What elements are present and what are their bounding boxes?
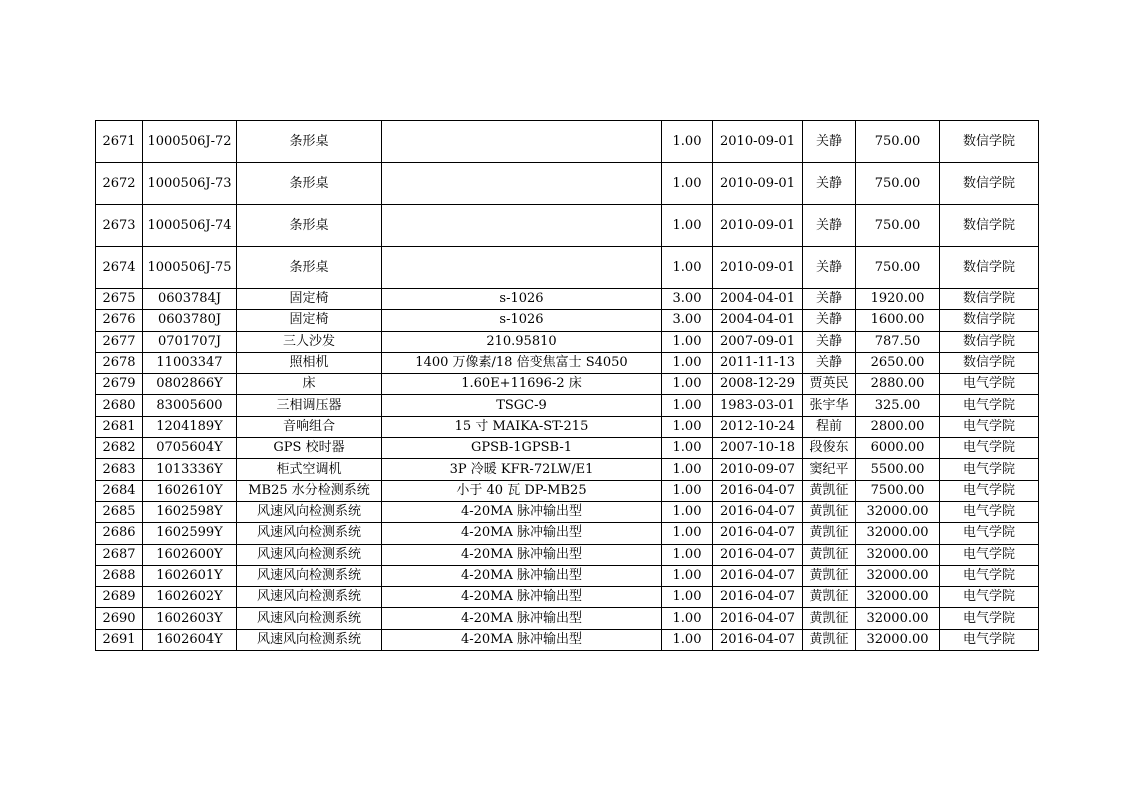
amount-cell: 750.00	[856, 121, 940, 163]
asset-code-cell: 11003347	[143, 352, 237, 373]
asset-code-cell: 1602603Y	[143, 608, 237, 629]
asset-code-cell: 1000506J-75	[143, 247, 237, 289]
amount-cell: 2880.00	[856, 374, 940, 395]
asset-name-cell: 风速风向检测系统	[237, 523, 382, 544]
asset-code-cell: 1000506J-72	[143, 121, 237, 163]
spec-model-cell: 4-20MA 脉冲输出型	[382, 523, 662, 544]
row-number-cell: 2689	[96, 587, 143, 608]
asset-name-cell: 风速风向检测系统	[237, 544, 382, 565]
quantity-cell: 1.00	[662, 247, 713, 289]
asset-code-cell: 1013336Y	[143, 459, 237, 480]
purchase-date-cell: 2016-04-07	[713, 608, 803, 629]
asset-code-cell: 1602601Y	[143, 565, 237, 586]
row-number-cell: 2691	[96, 629, 143, 650]
spec-model-cell	[382, 163, 662, 205]
amount-cell: 1920.00	[856, 289, 940, 310]
asset-name-cell: 固定椅	[237, 310, 382, 331]
custodian-cell: 关静	[803, 331, 856, 352]
row-number-cell: 2672	[96, 163, 143, 205]
asset-name-cell: 柜式空调机	[237, 459, 382, 480]
asset-table	[95, 120, 1039, 651]
custodian-cell: 贾英民	[803, 374, 856, 395]
asset-name-cell: GPS 校时器	[237, 438, 382, 459]
quantity-cell: 1.00	[662, 608, 713, 629]
asset-code-cell: 0603784J	[143, 289, 237, 310]
custodian-cell: 黄凯征	[803, 480, 856, 501]
table-row	[96, 523, 1039, 544]
amount-cell: 2650.00	[856, 352, 940, 373]
spec-model-cell	[382, 205, 662, 247]
purchase-date-cell: 2010-09-01	[713, 247, 803, 289]
amount-cell: 32000.00	[856, 608, 940, 629]
asset-name-cell: 床	[237, 374, 382, 395]
table-row	[96, 289, 1039, 310]
asset-code-cell: 1602598Y	[143, 501, 237, 522]
purchase-date-cell: 2016-04-07	[713, 480, 803, 501]
purchase-date-cell: 1983-03-01	[713, 395, 803, 416]
spec-model-cell: 1400 万像素/18 倍变焦富士 S4050	[382, 352, 662, 373]
table-row	[96, 480, 1039, 501]
purchase-date-cell: 2004-04-01	[713, 289, 803, 310]
purchase-date-cell: 2010-09-01	[713, 163, 803, 205]
row-number-cell: 2687	[96, 544, 143, 565]
table-row	[96, 459, 1039, 480]
spec-model-cell: s-1026	[382, 289, 662, 310]
asset-code-cell: 1602610Y	[143, 480, 237, 501]
spec-model-cell: s-1026	[382, 310, 662, 331]
row-number-cell: 2684	[96, 480, 143, 501]
department-cell: 电气学院	[940, 587, 1039, 608]
department-cell: 电气学院	[940, 480, 1039, 501]
table-row	[96, 352, 1039, 373]
purchase-date-cell: 2016-04-07	[713, 629, 803, 650]
amount-cell: 2800.00	[856, 416, 940, 437]
asset-name-cell: 三相调压器	[237, 395, 382, 416]
department-cell: 电气学院	[940, 544, 1039, 565]
asset-code-cell: 1204189Y	[143, 416, 237, 437]
department-cell: 数信学院	[940, 310, 1039, 331]
amount-cell: 5500.00	[856, 459, 940, 480]
purchase-date-cell: 2008-12-29	[713, 374, 803, 395]
amount-cell: 32000.00	[856, 544, 940, 565]
spec-model-cell: 4-20MA 脉冲输出型	[382, 587, 662, 608]
quantity-cell: 1.00	[662, 629, 713, 650]
amount-cell: 32000.00	[856, 629, 940, 650]
row-number-cell: 2675	[96, 289, 143, 310]
amount-cell: 787.50	[856, 331, 940, 352]
department-cell: 电气学院	[940, 523, 1039, 544]
quantity-cell: 1.00	[662, 459, 713, 480]
department-cell: 数信学院	[940, 289, 1039, 310]
table-row	[96, 587, 1039, 608]
quantity-cell: 1.00	[662, 587, 713, 608]
amount-cell: 32000.00	[856, 587, 940, 608]
department-cell: 电气学院	[940, 374, 1039, 395]
asset-code-cell: 1602604Y	[143, 629, 237, 650]
table-row	[96, 629, 1039, 650]
custodian-cell: 黄凯征	[803, 523, 856, 544]
spec-model-cell: 4-20MA 脉冲输出型	[382, 608, 662, 629]
custodian-cell: 关静	[803, 163, 856, 205]
department-cell: 电气学院	[940, 459, 1039, 480]
purchase-date-cell: 2016-04-07	[713, 523, 803, 544]
purchase-date-cell: 2016-04-07	[713, 587, 803, 608]
quantity-cell: 1.00	[662, 523, 713, 544]
asset-name-cell: 风速风向检测系统	[237, 501, 382, 522]
custodian-cell: 黄凯征	[803, 608, 856, 629]
purchase-date-cell: 2012-10-24	[713, 416, 803, 437]
quantity-cell: 1.00	[662, 501, 713, 522]
asset-code-cell: 0701707J	[143, 331, 237, 352]
spec-model-cell: 210.95810	[382, 331, 662, 352]
purchase-date-cell: 2016-04-07	[713, 544, 803, 565]
table-row	[96, 163, 1039, 205]
quantity-cell: 1.00	[662, 352, 713, 373]
table-row	[96, 121, 1039, 163]
asset-code-cell: 0603780J	[143, 310, 237, 331]
custodian-cell: 黄凯征	[803, 501, 856, 522]
table-row	[96, 544, 1039, 565]
quantity-cell: 1.00	[662, 374, 713, 395]
spec-model-cell: 小于 40 瓦 DP-MB25	[382, 480, 662, 501]
custodian-cell: 窦纪平	[803, 459, 856, 480]
quantity-cell: 1.00	[662, 331, 713, 352]
row-number-cell: 2671	[96, 121, 143, 163]
asset-name-cell: 条形桌	[237, 163, 382, 205]
department-cell: 电气学院	[940, 501, 1039, 522]
asset-name-cell: 风速风向检测系统	[237, 587, 382, 608]
quantity-cell: 1.00	[662, 565, 713, 586]
amount-cell: 750.00	[856, 205, 940, 247]
table-row	[96, 438, 1039, 459]
row-number-cell: 2686	[96, 523, 143, 544]
table-row	[96, 310, 1039, 331]
quantity-cell: 1.00	[662, 205, 713, 247]
purchase-date-cell: 2010-09-01	[713, 121, 803, 163]
purchase-date-cell: 2004-04-01	[713, 310, 803, 331]
row-number-cell: 2674	[96, 247, 143, 289]
custodian-cell: 关静	[803, 310, 856, 331]
department-cell: 数信学院	[940, 247, 1039, 289]
department-cell: 电气学院	[940, 438, 1039, 459]
asset-code-cell: 1000506J-73	[143, 163, 237, 205]
row-number-cell: 2690	[96, 608, 143, 629]
department-cell: 电气学院	[940, 565, 1039, 586]
asset-name-cell: MB25 水分检测系统	[237, 480, 382, 501]
table-row	[96, 501, 1039, 522]
asset-name-cell: 风速风向检测系统	[237, 629, 382, 650]
amount-cell: 32000.00	[856, 565, 940, 586]
asset-name-cell: 风速风向检测系统	[237, 608, 382, 629]
spec-model-cell: 1.60E+11696-2 床	[382, 374, 662, 395]
quantity-cell: 1.00	[662, 416, 713, 437]
custodian-cell: 黄凯征	[803, 587, 856, 608]
amount-cell: 750.00	[856, 247, 940, 289]
row-number-cell: 2688	[96, 565, 143, 586]
quantity-cell: 1.00	[662, 544, 713, 565]
custodian-cell: 黄凯征	[803, 544, 856, 565]
asset-name-cell: 风速风向检测系统	[237, 565, 382, 586]
row-number-cell: 2683	[96, 459, 143, 480]
table-row	[96, 331, 1039, 352]
quantity-cell: 3.00	[662, 310, 713, 331]
row-number-cell: 2677	[96, 331, 143, 352]
spec-model-cell: GPSB-1GPSB-1	[382, 438, 662, 459]
amount-cell: 32000.00	[856, 523, 940, 544]
row-number-cell: 2685	[96, 501, 143, 522]
custodian-cell: 黄凯征	[803, 629, 856, 650]
quantity-cell: 1.00	[662, 121, 713, 163]
custodian-cell: 张宇华	[803, 395, 856, 416]
amount-cell: 32000.00	[856, 501, 940, 522]
asset-name-cell: 照相机	[237, 352, 382, 373]
department-cell: 数信学院	[940, 205, 1039, 247]
table-row	[96, 395, 1039, 416]
asset-code-cell: 0802866Y	[143, 374, 237, 395]
quantity-cell: 1.00	[662, 163, 713, 205]
spec-model-cell: 3P 冷暖 KFR-72LW/E1	[382, 459, 662, 480]
spec-model-cell: 4-20MA 脉冲输出型	[382, 501, 662, 522]
row-number-cell: 2680	[96, 395, 143, 416]
row-number-cell: 2682	[96, 438, 143, 459]
spec-model-cell: 4-20MA 脉冲输出型	[382, 629, 662, 650]
custodian-cell: 程前	[803, 416, 856, 437]
table-row	[96, 205, 1039, 247]
spec-model-cell: 4-20MA 脉冲输出型	[382, 565, 662, 586]
row-number-cell: 2673	[96, 205, 143, 247]
department-cell: 电气学院	[940, 608, 1039, 629]
asset-code-cell: 1602599Y	[143, 523, 237, 544]
asset-name-cell: 条形桌	[237, 205, 382, 247]
spec-model-cell	[382, 121, 662, 163]
purchase-date-cell: 2016-04-07	[713, 565, 803, 586]
asset-code-cell: 1602600Y	[143, 544, 237, 565]
department-cell: 数信学院	[940, 331, 1039, 352]
spec-model-cell: 4-20MA 脉冲输出型	[382, 544, 662, 565]
quantity-cell: 1.00	[662, 480, 713, 501]
row-number-cell: 2676	[96, 310, 143, 331]
custodian-cell: 关静	[803, 247, 856, 289]
custodian-cell: 关静	[803, 289, 856, 310]
row-number-cell: 2679	[96, 374, 143, 395]
custodian-cell: 关静	[803, 352, 856, 373]
purchase-date-cell: 2011-11-13	[713, 352, 803, 373]
asset-name-cell: 固定椅	[237, 289, 382, 310]
department-cell: 数信学院	[940, 163, 1039, 205]
asset-name-cell: 三人沙发	[237, 331, 382, 352]
purchase-date-cell: 2007-10-18	[713, 438, 803, 459]
custodian-cell: 关静	[803, 121, 856, 163]
department-cell: 电气学院	[940, 629, 1039, 650]
row-number-cell: 2678	[96, 352, 143, 373]
purchase-date-cell: 2007-09-01	[713, 331, 803, 352]
purchase-date-cell: 2010-09-01	[713, 205, 803, 247]
spec-model-cell: 15 寸 MAIKA-ST-215	[382, 416, 662, 437]
department-cell: 电气学院	[940, 416, 1039, 437]
custodian-cell: 段俊东	[803, 438, 856, 459]
asset-name-cell: 条形桌	[237, 121, 382, 163]
amount-cell: 7500.00	[856, 480, 940, 501]
department-cell: 数信学院	[940, 121, 1039, 163]
spec-model-cell: TSGC-9	[382, 395, 662, 416]
row-number-cell: 2681	[96, 416, 143, 437]
spec-model-cell	[382, 247, 662, 289]
table-row	[96, 565, 1039, 586]
quantity-cell: 3.00	[662, 289, 713, 310]
amount-cell: 6000.00	[856, 438, 940, 459]
asset-name-cell: 音响组合	[237, 416, 382, 437]
asset-code-cell: 0705604Y	[143, 438, 237, 459]
department-cell: 电气学院	[940, 395, 1039, 416]
quantity-cell: 1.00	[662, 438, 713, 459]
table-row	[96, 416, 1039, 437]
custodian-cell: 关静	[803, 205, 856, 247]
custodian-cell: 黄凯征	[803, 565, 856, 586]
asset-code-cell: 83005600	[143, 395, 237, 416]
quantity-cell: 1.00	[662, 395, 713, 416]
asset-name-cell: 条形桌	[237, 247, 382, 289]
table-row	[96, 608, 1039, 629]
department-cell: 数信学院	[940, 352, 1039, 373]
asset-code-cell: 1000506J-74	[143, 205, 237, 247]
amount-cell: 750.00	[856, 163, 940, 205]
table-row	[96, 374, 1039, 395]
purchase-date-cell: 2010-09-07	[713, 459, 803, 480]
amount-cell: 1600.00	[856, 310, 940, 331]
purchase-date-cell: 2016-04-07	[713, 501, 803, 522]
asset-code-cell: 1602602Y	[143, 587, 237, 608]
table-row	[96, 247, 1039, 289]
amount-cell: 325.00	[856, 395, 940, 416]
